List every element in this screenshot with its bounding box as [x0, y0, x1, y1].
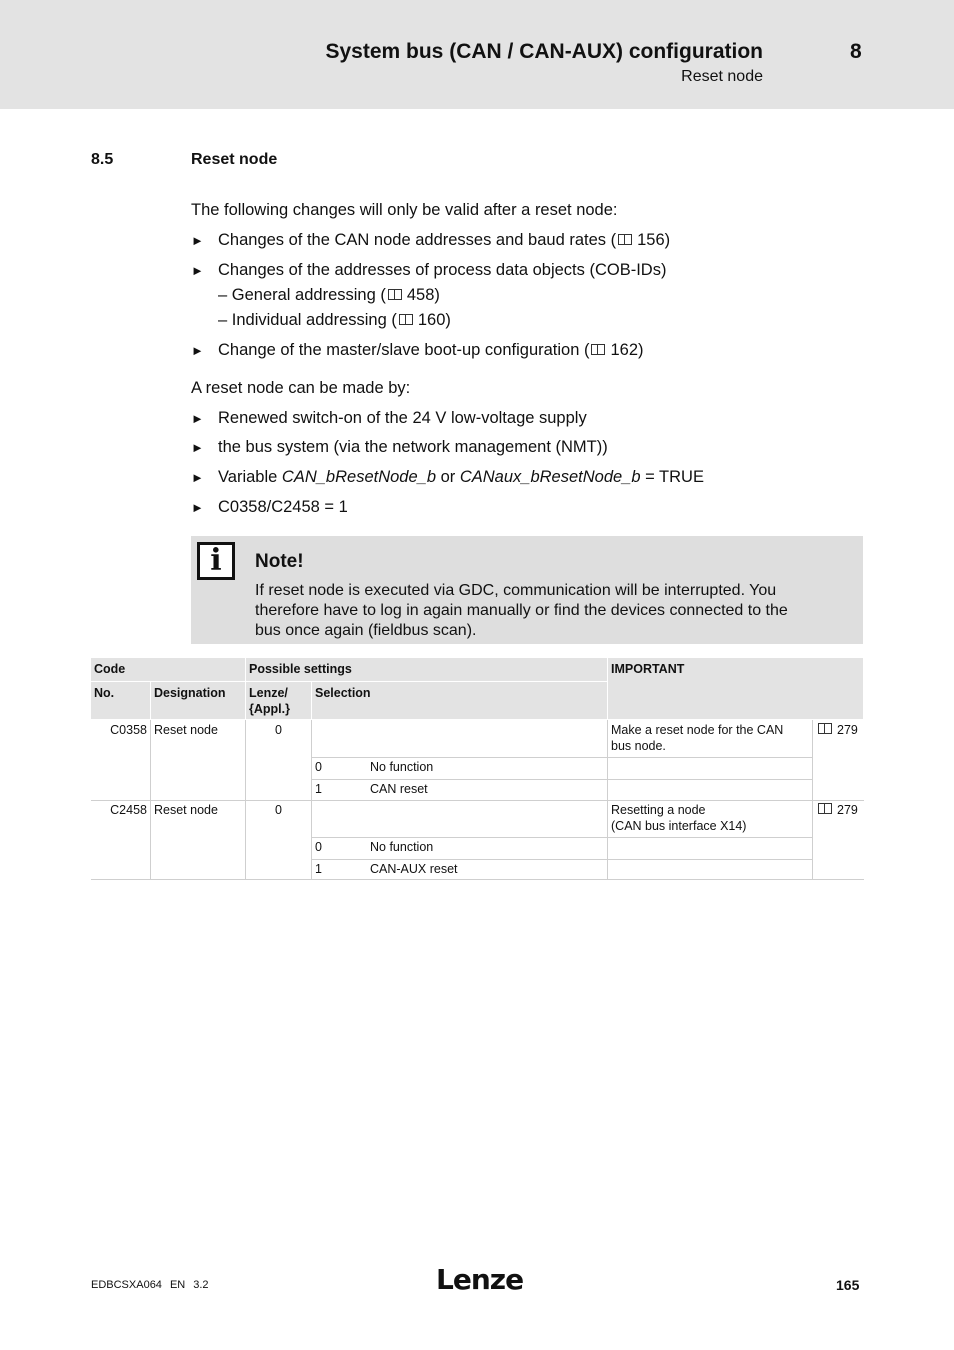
table-header-designation: Designation	[151, 682, 245, 719]
doc-version: 3.2	[193, 1279, 209, 1291]
doc-language: EN	[169, 1279, 186, 1291]
doc-id: EDBCSXA064	[91, 1279, 162, 1291]
page-reference-link[interactable]: 279	[837, 723, 858, 737]
table-header-lenze: Lenze/ {Appl.}	[246, 682, 311, 719]
bullet-item: ► the bus system (via the network management (NMT))	[191, 438, 608, 456]
table-divider	[812, 720, 813, 880]
page-reference-link[interactable]: 458)	[406, 286, 440, 304]
table-divider	[91, 879, 864, 880]
note-box	[191, 536, 863, 644]
bullet-item: ► Change of the master/slave boot-up configuration ( 162)	[191, 341, 644, 359]
page-reference-link[interactable]: 279	[837, 803, 858, 817]
book-reference-icon	[399, 314, 413, 325]
table-cell-option-label: No function	[370, 760, 434, 774]
book-reference-icon	[818, 723, 832, 734]
table-header-possible-settings: Possible settings	[246, 658, 607, 681]
table-divider	[91, 800, 864, 801]
table-cell-lenze: 0	[275, 803, 282, 817]
bullet-item: ► C0358/C2458 = 1	[191, 498, 348, 516]
table-cell-reference	[813, 721, 863, 739]
table-cell-option-value: 1	[315, 862, 322, 876]
table-cell-designation: Reset node	[154, 723, 218, 737]
table-cell-lenze: 0	[275, 723, 282, 737]
note-title: Note!	[255, 551, 304, 572]
table-header-selection: Selection	[312, 682, 607, 719]
reset-intro-text: A reset node can be made by:	[191, 379, 411, 397]
table-cell-important: Make a reset node for the CAN bus node.	[611, 723, 784, 753]
table-cell-option-value: 0	[315, 760, 322, 774]
bullet-arrow-icon: ►	[191, 440, 204, 455]
variable-name: CANaux_bResetNode_b	[459, 468, 641, 486]
table-divider	[311, 720, 312, 880]
table-header-important: IMPORTANT	[608, 658, 863, 719]
table-cell-important: Resetting a node (CAN bus interface X14)	[611, 803, 747, 833]
lenze-logo: Lenze	[436, 1263, 524, 1296]
footer-doc-info	[91, 1279, 217, 1291]
table-divider	[245, 720, 246, 880]
bullet-item: ► Changes of the CAN node addresses and baud rates ( 156)	[191, 231, 671, 249]
table-header-code: Code	[91, 658, 245, 681]
bullet-arrow-icon: ►	[191, 411, 204, 426]
sub-item: – Individual addressing ( 160)	[218, 311, 451, 329]
table-divider	[312, 757, 812, 758]
chapter-number: 8	[850, 40, 862, 63]
page-reference-link[interactable]: 156)	[637, 231, 671, 249]
table-cell-option-value: 0	[315, 840, 322, 854]
variable-name: CAN_bResetNode_b	[281, 468, 436, 486]
table-divider	[607, 720, 608, 880]
table-cell-option-label: CAN-AUX reset	[370, 862, 458, 876]
page-header	[0, 0, 954, 109]
table-divider	[312, 837, 812, 838]
table-cell-code-no: C0358	[110, 723, 147, 737]
section-number: 8.5	[91, 151, 114, 168]
page-number: 165	[836, 1277, 860, 1293]
table-cell-option-label: CAN reset	[370, 782, 428, 796]
bullet-arrow-icon: ►	[191, 470, 204, 485]
bullet-item: ► Renewed switch-on of the 24 V low-voltage supply	[191, 409, 587, 427]
page-reference-link[interactable]: 162)	[610, 341, 644, 359]
table-cell-option-value: 1	[315, 782, 322, 796]
book-reference-icon	[591, 344, 605, 355]
chapter-subtitle: Reset node	[681, 68, 763, 85]
table-cell-option-label: No function	[370, 840, 434, 854]
intro-text: The following changes will only be valid after a reset node:	[191, 201, 618, 219]
page-reference-link[interactable]: 160)	[417, 311, 451, 329]
chapter-title: System bus (CAN / CAN-AUX) configuration	[325, 40, 763, 63]
table-cell-code-no: C2458	[110, 803, 147, 817]
table-divider	[312, 859, 812, 860]
bullet-arrow-icon: ►	[191, 343, 204, 358]
note-text: If reset node is executed via GDC, communication will be interrupted. You therefore have to log in again manually or find the devices connected to the bus once again (fieldbus scan).	[255, 582, 788, 639]
bullet-arrow-icon: ►	[191, 500, 204, 515]
bullet-item: ► Changes of the addresses of process data objects (COB-IDs)	[191, 261, 667, 279]
bullet-arrow-icon: ►	[191, 263, 204, 278]
sub-item: – General addressing ( 458)	[218, 286, 440, 304]
bullet-item: ► Variable CAN_bResetNode_b or CANaux_bResetNode_b = TRUE	[191, 468, 704, 486]
info-icon: i	[197, 542, 235, 580]
table-cell-designation: Reset node	[154, 803, 218, 817]
book-reference-icon	[388, 289, 402, 300]
table-header-no: No.	[91, 682, 150, 719]
table-divider	[150, 720, 151, 880]
table-cell-reference	[813, 801, 863, 819]
section-title: Reset node	[191, 151, 278, 168]
book-reference-icon	[818, 803, 832, 814]
table-divider	[312, 779, 812, 780]
book-reference-icon	[618, 234, 632, 245]
bullet-arrow-icon: ►	[191, 233, 204, 248]
